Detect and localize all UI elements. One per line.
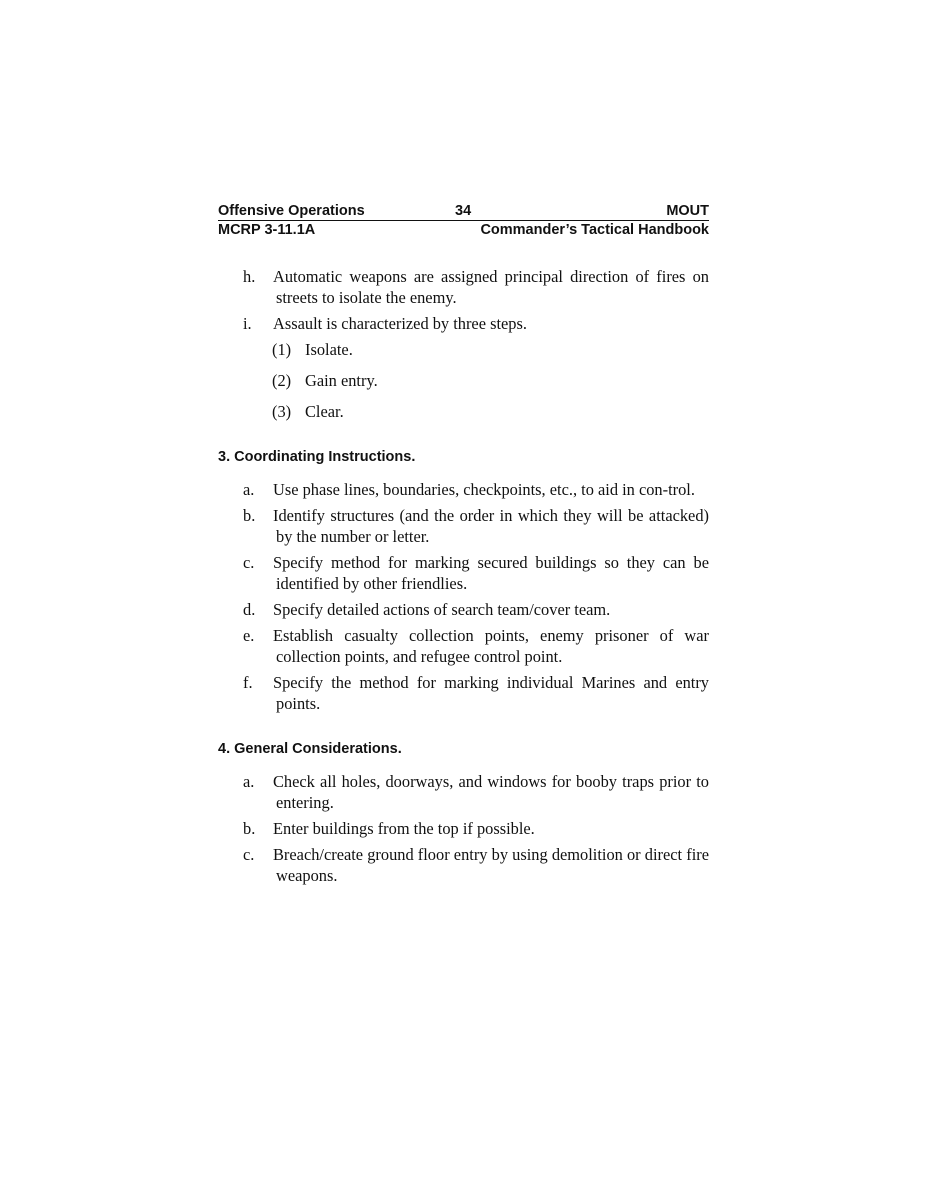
running-header-top: [218, 202, 709, 221]
sub-list-item-label: (3): [272, 402, 292, 421]
list-item: [218, 844, 709, 886]
list-item: [218, 313, 709, 334]
list-item: [218, 599, 709, 620]
list-item-label: c.: [243, 553, 255, 572]
list-item-text: Specify the method for marking individual Marines and entry points.: [273, 673, 709, 713]
list-item-label: b.: [243, 506, 256, 525]
list-item-label: e.: [243, 626, 255, 645]
list-item-text: Identify structures (and the order in which they will be attacked) by the number or letter.: [273, 506, 709, 546]
header-page-number: 34: [455, 203, 472, 219]
list-item-text: Check all holes, doorways, and windows for booby traps prior to entering.: [273, 772, 709, 812]
list-item-text: Specify method for marking secured buildings so they can be identified by other friendlies.: [273, 553, 709, 593]
list-item-text: Establish casualty collection points, enemy prisoner of war collection points, and refugee control point.: [273, 626, 709, 666]
list-item-text: Enter buildings from the top if possible.: [273, 819, 535, 838]
list-item: [218, 266, 709, 308]
header-book-title: Commander’s Tactical Handbook: [480, 222, 709, 238]
sub-list-item: [218, 370, 709, 391]
list-item-text: Specify detailed actions of search team/cover team.: [273, 600, 611, 619]
list-item-text: Assault is characterized by three steps.: [273, 314, 527, 333]
header-topic: MOUT: [666, 203, 709, 219]
document-body: [218, 266, 709, 886]
sub-list-item-label: (2): [272, 371, 292, 390]
list-item: [218, 625, 709, 667]
list-item-text: Use phase lines, boundaries, checkpoints, etc., to aid in con-trol.: [273, 480, 695, 499]
list-item: [218, 672, 709, 714]
section-heading: 3. Coordinating Instructions.: [218, 449, 416, 465]
document-page: [218, 202, 709, 886]
sub-list-item-text: Gain entry.: [305, 371, 378, 390]
header-publication-number: MCRP 3-11.1A: [218, 222, 316, 238]
list-item-label: a.: [243, 772, 255, 791]
list-item-label: a.: [243, 480, 255, 499]
list-item-label: d.: [243, 600, 256, 619]
section-heading: 4. General Considerations.: [218, 741, 402, 757]
list-item: [218, 552, 709, 594]
running-header-bottom: [218, 221, 709, 239]
sub-list-item-text: Clear.: [305, 402, 344, 421]
list-item-label: f.: [243, 673, 253, 692]
list-item: [218, 771, 709, 813]
sub-list-item-label: (1): [272, 340, 292, 359]
header-chapter-title: Offensive Operations: [218, 203, 365, 219]
list-item-text: Breach/create ground floor entry by using demolition or direct fire weapons.: [273, 845, 709, 885]
list-item-label: h.: [243, 267, 256, 286]
list-item: [218, 505, 709, 547]
sub-list-item-text: Isolate.: [305, 340, 353, 359]
list-item-label: b.: [243, 819, 256, 838]
list-item-label: c.: [243, 845, 255, 864]
list-item: [218, 818, 709, 839]
sub-list-item: [218, 401, 709, 422]
list-item-text: Automatic weapons are assigned principal direction of fires on streets to isolate the enemy.: [273, 267, 709, 307]
list-item: [218, 479, 709, 500]
sub-list-item: [218, 339, 709, 360]
list-item-label: i.: [243, 314, 252, 333]
